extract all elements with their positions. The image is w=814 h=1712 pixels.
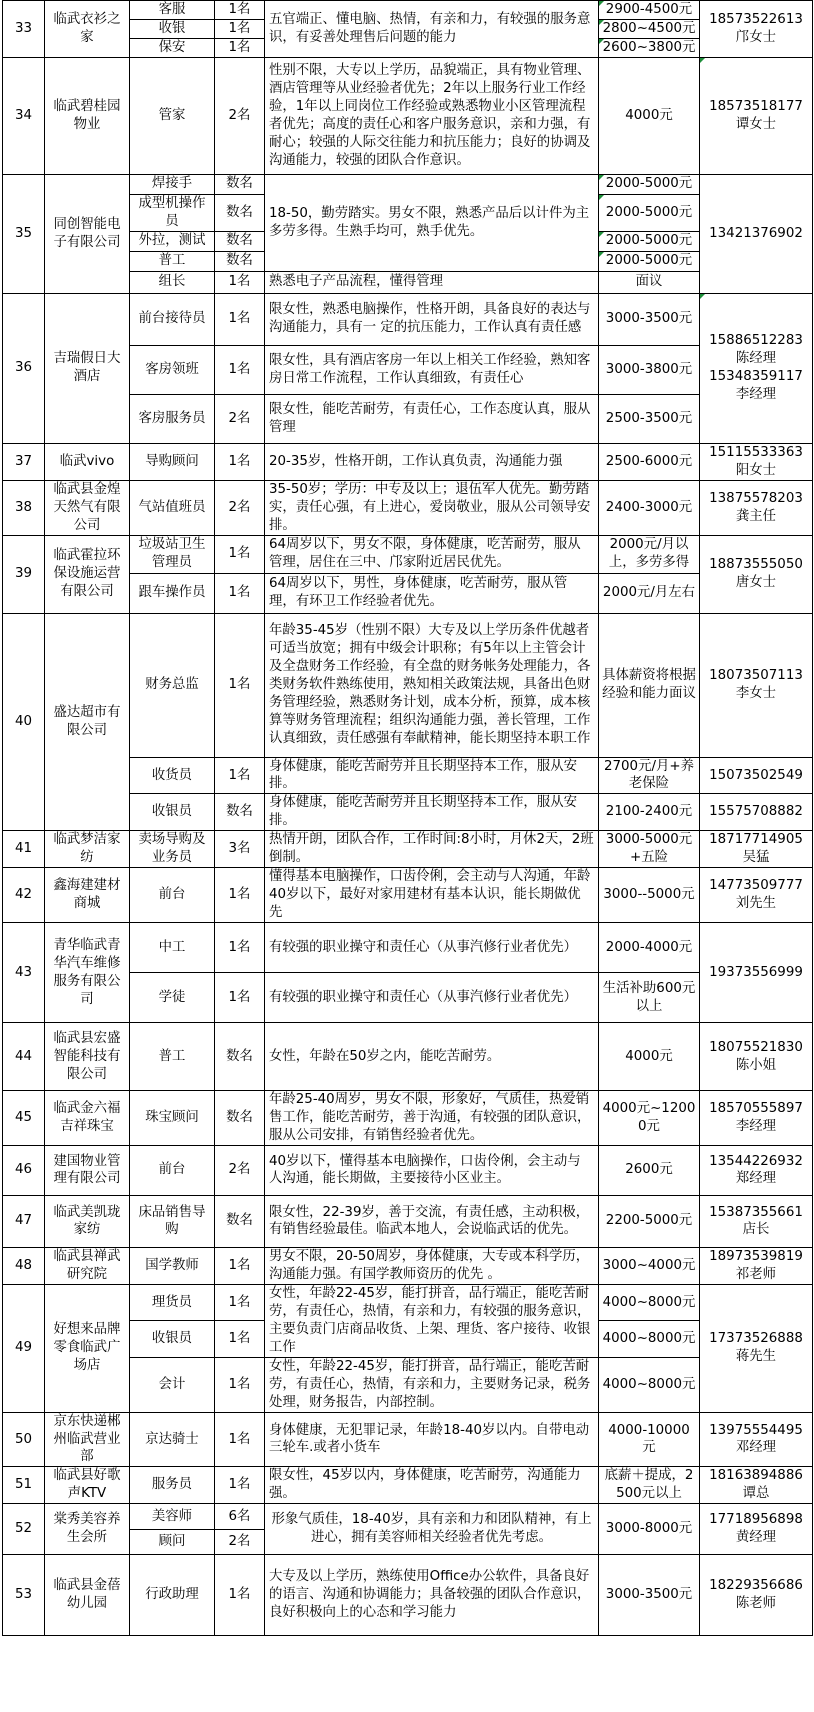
salary: 2000-5000元 [599, 251, 700, 271]
salary: 2000-5000元 [599, 194, 700, 231]
requirements: 64周岁以下，男性，身体健康，吃苦耐劳，服从管理，有环卫工作经验者优先。 [265, 573, 599, 613]
contact: 14773509777 刘先生 [700, 868, 813, 923]
row-number: 49 [3, 1284, 45, 1412]
salary: 2000-5000元 [599, 174, 700, 194]
position-title: 外拉，测试 [130, 231, 215, 251]
row-number: 36 [3, 293, 45, 443]
company-name: 临武金六福吉祥珠宝 [45, 1091, 130, 1146]
salary: 面议 [599, 271, 700, 293]
headcount: 2名 [215, 1145, 265, 1195]
salary: 4000~8000元 [599, 1357, 700, 1412]
headcount: 1名 [215, 923, 265, 973]
headcount: 1名 [215, 271, 265, 293]
table-row [3, 1247, 813, 1284]
table-row [3, 174, 813, 194]
row-number: 50 [3, 1412, 45, 1467]
contact: 17718956898 黄经理 [700, 1504, 813, 1555]
company-name: 临武县宏盛智能科技有限公司 [45, 1023, 130, 1091]
contact: 18573522613 邝女士 [700, 1, 813, 58]
requirements: 女性，年龄22-45岁，能打拼音，品行端正，能吃苦耐劳，有责任心，热情，有亲和力，有较强的服务意识，主要负责门店商品收货、上架、理货、客户接待、收银工作 [265, 1284, 599, 1357]
headcount: 数名 [215, 231, 265, 251]
headcount: 1名 [215, 345, 265, 394]
headcount: 1名 [215, 443, 265, 480]
requirements: 18-50，勤劳踏实。男女不限，熟悉产品后以计件为主多劳多得。生熟手均可，熟手优先。 [265, 174, 599, 271]
position-title: 顾问 [130, 1530, 215, 1555]
headcount: 1名 [215, 1467, 265, 1504]
position-title: 前台 [130, 868, 215, 923]
table-row [3, 535, 813, 573]
table-row [3, 57, 813, 174]
company-name: 临武霍拉环保设施运营有限公司 [45, 535, 130, 613]
row-number: 40 [3, 613, 45, 831]
table-row [3, 613, 813, 757]
table-row [3, 443, 813, 480]
table-row [3, 1145, 813, 1195]
headcount: 1名 [215, 1555, 265, 1636]
row-number: 53 [3, 1555, 45, 1636]
salary: 3000-3800元 [599, 345, 700, 394]
requirements: 年龄25-40周岁，男女不限，形象好，气质佳，热爱销售工作，能吃苦耐劳，善于沟通，有较强的团队意识，服从公司安排，有销售经验者优先。 [265, 1091, 599, 1146]
table-row [3, 1284, 813, 1320]
headcount: 数名 [215, 251, 265, 271]
headcount: 数名 [215, 174, 265, 194]
row-number: 39 [3, 535, 45, 613]
contact: 13421376902 [700, 174, 813, 293]
contact: 15115533363 阳女士 [700, 443, 813, 480]
contact: 15575708882 [700, 794, 813, 831]
headcount: 1名 [215, 38, 265, 57]
contact: 18873555050 唐女士 [700, 535, 813, 613]
contact: 19373556999 [700, 923, 813, 1023]
salary: 2600元 [599, 1145, 700, 1195]
headcount: 1名 [215, 293, 265, 345]
position-title: 行政助理 [130, 1555, 215, 1636]
salary: 4000元~12000元 [599, 1091, 700, 1146]
requirements: 40岁以下，懂得基本电脑操作，口齿伶俐，会主动与人沟通，能长期做，主要接待小区业主。 [265, 1145, 599, 1195]
contact: 15073502549 [700, 757, 813, 794]
table-row [3, 1091, 813, 1146]
row-number: 35 [3, 174, 45, 293]
contact: 13975554495 邓经理 [700, 1412, 813, 1467]
table-row [3, 1195, 813, 1247]
position-title: 普工 [130, 1023, 215, 1091]
headcount: 1名 [215, 535, 265, 573]
requirements: 限女性，45岁以内，身体健康，吃苦耐劳，沟通能力强。 [265, 1467, 599, 1504]
headcount: 6名 [215, 1504, 265, 1530]
position-title: 普工 [130, 251, 215, 271]
contact: 18570555897 李经理 [700, 1091, 813, 1146]
table-row [3, 831, 813, 868]
headcount: 1名 [215, 1412, 265, 1467]
salary: 3000-3500元 [599, 1555, 700, 1636]
position-title: 前台接待员 [130, 293, 215, 345]
position-title: 焊接手 [130, 174, 215, 194]
headcount: 2名 [215, 1530, 265, 1555]
table-row [3, 1504, 813, 1530]
contact: 18717714905 吴猛 [700, 831, 813, 868]
company-name: 棠秀美容养生会所 [45, 1504, 130, 1555]
salary: 具体薪资将根据经验和能力面议 [599, 613, 700, 757]
salary: 2000元/月以上，多劳多得 [599, 535, 700, 573]
requirements: 35-50岁；学历：中专及以上；退伍军人优先。勤劳踏实，责任心强，有上进心，爱岗敬业，服从公司领导安排。 [265, 480, 599, 535]
position-title: 客房服务员 [130, 394, 215, 443]
position-title: 收银员 [130, 1321, 215, 1357]
company-name: 京东快递郴州临武营业部 [45, 1412, 130, 1467]
job-listing-table [2, 0, 813, 1636]
requirements: 身体健康，无犯罪记录，年龄18-40岁以内。自带电动三轮车.或者小货车 [265, 1412, 599, 1467]
headcount: 1名 [215, 613, 265, 757]
contact: 18229356686 陈老师 [700, 1555, 813, 1636]
requirements: 身体健康，能吃苦耐劳并且长期坚持本工作，服从安排。 [265, 794, 599, 831]
table-row [3, 868, 813, 923]
row-number: 41 [3, 831, 45, 868]
table-row [3, 1023, 813, 1091]
requirements: 性别不限，大专以上学历，品貌端正，具有物业管理、酒店管理等从业经验者优先；2年以上服务行业工作经验，1年以上同岗位工作经验或熟悉物业小区管理流程者优先；高度的责任心和客户服务意识，亲和力强，有耐心；较强的人际交往能力和抗压能力；良好的协调及沟通能力，较强的团队合作意识。 [265, 57, 599, 174]
position-title: 成型机操作员 [130, 194, 215, 231]
row-number: 47 [3, 1195, 45, 1247]
row-number: 52 [3, 1504, 45, 1555]
salary: 2100-2400元 [599, 794, 700, 831]
position-title: 组长 [130, 271, 215, 293]
salary: 3000~4000元 [599, 1247, 700, 1284]
row-number: 51 [3, 1467, 45, 1504]
headcount: 2名 [215, 57, 265, 174]
contact: 15886512283 陈经理 15348359117 李经理 [700, 293, 813, 443]
headcount: 1名 [215, 19, 265, 38]
contact: 18973539819 祁老师 [700, 1247, 813, 1284]
contact: 18163894886 谭总 [700, 1467, 813, 1504]
headcount: 1名 [215, 1284, 265, 1320]
position-title: 卖场导购及业务员 [130, 831, 215, 868]
table-row [3, 923, 813, 973]
requirements: 女性，年龄22-45岁，能打拼音，品行端正，能吃苦耐劳，有责任心，热情，有亲和力，主要财务记录，税务处理，财务报告，内部控制。 [265, 1357, 599, 1412]
salary: 底薪＋提成，2500元以上 [599, 1467, 700, 1504]
position-title: 保安 [130, 38, 215, 57]
table-row [3, 1, 813, 20]
row-number: 38 [3, 480, 45, 535]
headcount: 1名 [215, 1357, 265, 1412]
company-name: 临武县金蓓幼儿园 [45, 1555, 130, 1636]
company-name: 临武碧桂园物业 [45, 57, 130, 174]
headcount: 数名 [215, 1091, 265, 1146]
position-title: 床品销售导购 [130, 1195, 215, 1247]
contact: 18073507113 李女士 [700, 613, 813, 757]
salary: 2200-5000元 [599, 1195, 700, 1247]
headcount: 数名 [215, 1195, 265, 1247]
salary: 4000元 [599, 57, 700, 174]
salary: 2000-5000元 [599, 231, 700, 251]
position-title: 垃圾站卫生管理员 [130, 535, 215, 573]
salary: 2500-6000元 [599, 443, 700, 480]
company-name: 临武衣衫之家 [45, 1, 130, 58]
company-name: 临武梦洁家纺 [45, 831, 130, 868]
headcount: 2名 [215, 394, 265, 443]
headcount: 1名 [215, 1321, 265, 1357]
row-number: 44 [3, 1023, 45, 1091]
salary: 2000-4000元 [599, 923, 700, 973]
position-title: 客服 [130, 1, 215, 20]
position-title: 中工 [130, 923, 215, 973]
row-number: 37 [3, 443, 45, 480]
row-number: 34 [3, 57, 45, 174]
salary: 2000元/月左右 [599, 573, 700, 613]
requirements: 大专及以上学历，熟练使用Office办公软件，具备良好的语言、沟通和协调能力；具备较强的团队合作意识，良好积极向上的心态和学习能力 [265, 1555, 599, 1636]
salary: 2500-3500元 [599, 394, 700, 443]
headcount: 1名 [215, 868, 265, 923]
row-number: 43 [3, 923, 45, 1023]
position-title: 国学教师 [130, 1247, 215, 1284]
contact: 13544226932 郑经理 [700, 1145, 813, 1195]
table-row [3, 293, 813, 345]
salary: 3000--5000元 [599, 868, 700, 923]
salary: 2400-3000元 [599, 480, 700, 535]
salary: 4000~8000元 [599, 1321, 700, 1357]
position-title: 学徒 [130, 973, 215, 1023]
requirements: 男女不限，20-50周岁，身体健康，大专或本科学历，沟通能力强。有国学教师资历的优先 。 [265, 1247, 599, 1284]
row-number: 33 [3, 1, 45, 58]
requirements: 年龄35-45岁（性别不限）大专及以上学历条件优越者可适当放宽；拥有中级会计职称；有5年以上主管会计及全盘财务工作经验，有全盘的财务帐务处理能力，各类财务软件熟练使用，熟知相关政策法规，具备出色财务管理经验，熟悉财务计划，成本分析，预算，成本核算等财务管理流程；组织沟通能力强，善长管理，工作认真细致，责任感强有奉献精神，能长期坚持本职工作 [265, 613, 599, 757]
salary: 4000~8000元 [599, 1284, 700, 1320]
requirements: 64周岁以下，男女不限，身体健康，吃苦耐劳，服从管理，居住在三中、邝家附近居民优先。 [265, 535, 599, 573]
contact: 17373526888 蒋先生 [700, 1284, 813, 1412]
company-name: 盛达超市有限公司 [45, 613, 130, 831]
contact: 18573518177 谭女士 [700, 57, 813, 174]
table-row [3, 480, 813, 535]
table-row [3, 1555, 813, 1636]
position-title: 财务总监 [130, 613, 215, 757]
requirements: 身体健康，能吃苦耐劳并且长期坚持本工作，服从安排。 [265, 757, 599, 794]
requirements: 懂得基本电脑操作，口齿伶俐，会主动与人沟通，年龄40岁以下，最好对家用建材有基本认识，能长期做优先 [265, 868, 599, 923]
company-name: 同创智能电子有限公司 [45, 174, 130, 293]
position-title: 珠宝顾问 [130, 1091, 215, 1146]
contact: 15387355661 店长 [700, 1195, 813, 1247]
headcount: 2名 [215, 480, 265, 535]
salary: 4000-10000元 [599, 1412, 700, 1467]
position-title: 收货员 [130, 757, 215, 794]
company-name: 临武县金煌天然气有限公司 [45, 480, 130, 535]
position-title: 服务员 [130, 1467, 215, 1504]
salary: 3000-5000元+五险 [599, 831, 700, 868]
headcount: 1名 [215, 1247, 265, 1284]
requirements: 形象气质佳，18-40岁，具有亲和力和团队精神，有上进心，拥有美容师相关经验者优先考虑。 [265, 1504, 599, 1555]
company-name: 吉瑞假日大酒店 [45, 293, 130, 443]
company-name: 青华临武青华汽车维修服务有限公司 [45, 923, 130, 1023]
company-name: 鑫海建建材商城 [45, 868, 130, 923]
requirements: 熟悉电子产品流程，懂得管理 [265, 271, 599, 293]
salary: 2700元/月+养老保险 [599, 757, 700, 794]
salary: 2600~3800元 [599, 38, 700, 57]
salary: 3000-3500元 [599, 293, 700, 345]
requirements: 限女性，能吃苦耐劳，有责任心，工作态度认真，服从管理 [265, 394, 599, 443]
requirements: 限女性，22-39岁，善于交流，有责任感，主动积极，有销售经验最佳。临武本地人，会说临武话的优先。 [265, 1195, 599, 1247]
requirements: 热情开朗，团队合作，工作时间:8小时，月休2天，2班倒制。 [265, 831, 599, 868]
salary: 3000-8000元 [599, 1504, 700, 1555]
headcount: 3名 [215, 831, 265, 868]
company-name: 临武美凯珑家纺 [45, 1195, 130, 1247]
headcount: 1名 [215, 1, 265, 20]
position-title: 收银 [130, 19, 215, 38]
requirements: 有较强的职业操守和责任心（从事汽修行业者优先） [265, 923, 599, 973]
requirements: 有较强的职业操守和责任心（从事汽修行业者优先） [265, 973, 599, 1023]
position-title: 会计 [130, 1357, 215, 1412]
headcount: 1名 [215, 973, 265, 1023]
position-title: 前台 [130, 1145, 215, 1195]
row-number: 42 [3, 868, 45, 923]
row-number: 48 [3, 1247, 45, 1284]
headcount: 数名 [215, 794, 265, 831]
salary: 4000元 [599, 1023, 700, 1091]
salary: 2800~4500元 [599, 19, 700, 38]
contact: 13875578203 龚主任 [700, 480, 813, 535]
position-title: 收银员 [130, 794, 215, 831]
position-title: 管家 [130, 57, 215, 174]
position-title: 导购顾问 [130, 443, 215, 480]
headcount: 数名 [215, 194, 265, 231]
company-name: 好想来品牌零食临武广场店 [45, 1284, 130, 1412]
company-name: 建国物业管理有限公司 [45, 1145, 130, 1195]
salary: 2900-4500元 [599, 1, 700, 20]
position-title: 美容师 [130, 1504, 215, 1530]
row-number: 46 [3, 1145, 45, 1195]
requirements: 五官端正、懂电脑、热情，有亲和力，有较强的服务意识，有妥善处理售后问题的能力 [265, 1, 599, 58]
position-title: 理货员 [130, 1284, 215, 1320]
headcount: 1名 [215, 757, 265, 794]
requirements: 女性，年龄在50岁之内，能吃苦耐劳。 [265, 1023, 599, 1091]
requirements: 20-35岁，性格开朗，工作认真负责，沟通能力强 [265, 443, 599, 480]
position-title: 气站值班员 [130, 480, 215, 535]
salary: 生活补助600元以上 [599, 973, 700, 1023]
position-title: 跟车操作员 [130, 573, 215, 613]
position-title: 京达骑士 [130, 1412, 215, 1467]
contact: 18075521830 陈小姐 [700, 1023, 813, 1091]
headcount: 1名 [215, 573, 265, 613]
position-title: 客房领班 [130, 345, 215, 394]
table-row [3, 1467, 813, 1504]
requirements: 限女性，具有酒店客房一年以上相关工作经验，熟知客房日常工作流程，工作认真细致，有责任心 [265, 345, 599, 394]
row-number: 45 [3, 1091, 45, 1146]
company-name: 临武县禅武研究院 [45, 1247, 130, 1284]
company-name: 临武县好歌声KTV [45, 1467, 130, 1504]
company-name: 临武vivo [45, 443, 130, 480]
headcount: 数名 [215, 1023, 265, 1091]
requirements: 限女性，熟悉电脑操作，性格开朗，具备良好的表达与沟通能力，具有一 定的抗压能力，工作认真有责任感 [265, 293, 599, 345]
table-row [3, 1412, 813, 1467]
